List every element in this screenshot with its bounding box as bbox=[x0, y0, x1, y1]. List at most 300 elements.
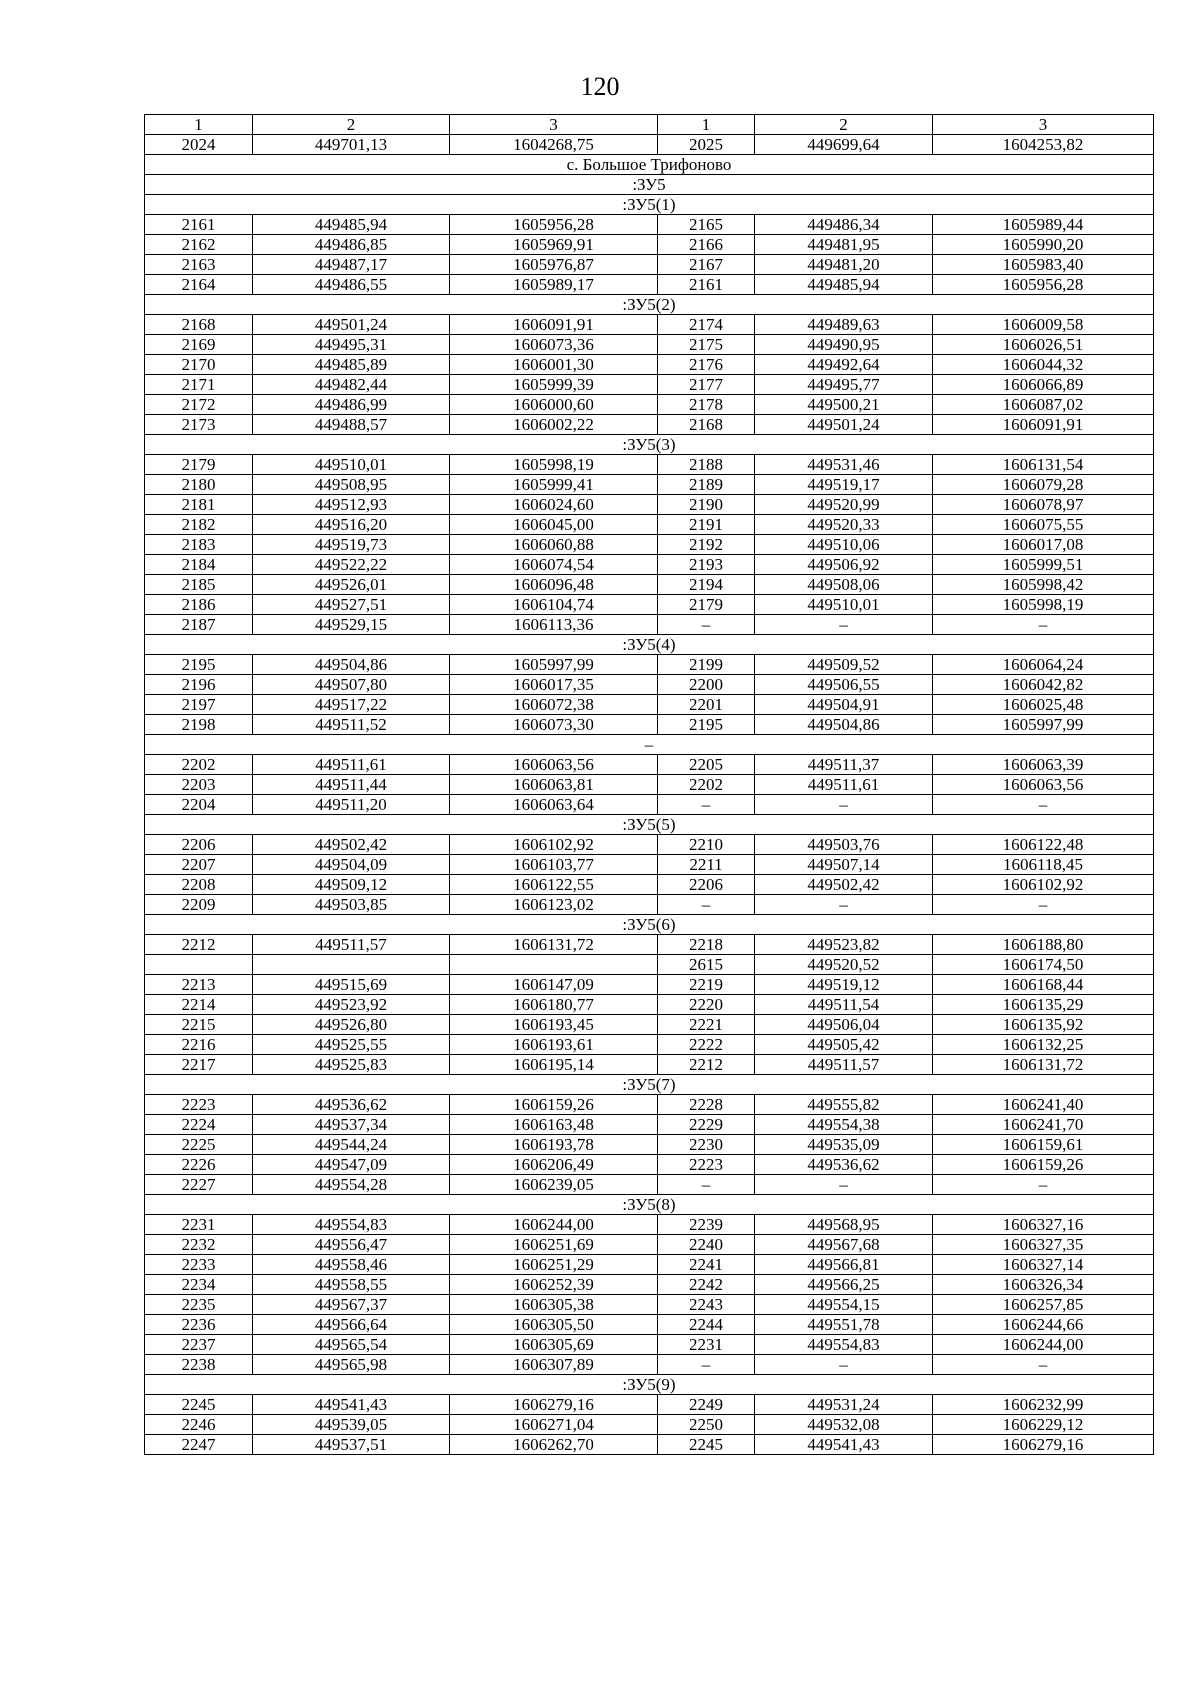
section-row bbox=[145, 175, 1154, 195]
table-cell: 449525,55 bbox=[253, 1035, 450, 1055]
table-cell: 2162 bbox=[145, 235, 253, 255]
table-cell: 449486,99 bbox=[253, 395, 450, 415]
section-title: :ЗУ5 bbox=[145, 175, 1154, 195]
table-cell: 1606026,51 bbox=[933, 335, 1154, 355]
table-cell: 1606075,55 bbox=[933, 515, 1154, 535]
table-cell: 2175 bbox=[658, 335, 755, 355]
table-cell: 1606073,36 bbox=[450, 335, 658, 355]
table-cell: 449523,82 bbox=[755, 935, 933, 955]
table-cell: 449541,43 bbox=[253, 1395, 450, 1415]
table-cell: 449486,55 bbox=[253, 275, 450, 295]
table-cell: 449556,47 bbox=[253, 1235, 450, 1255]
table-row bbox=[145, 1315, 1154, 1335]
table-cell: 449510,01 bbox=[755, 595, 933, 615]
table-cell: – bbox=[755, 615, 933, 635]
table-cell: 1606001,30 bbox=[450, 355, 658, 375]
table-cell: 449506,04 bbox=[755, 1015, 933, 1035]
table-cell: 449566,64 bbox=[253, 1315, 450, 1335]
table-cell: 449503,76 bbox=[755, 835, 933, 855]
table-row bbox=[145, 315, 1154, 335]
table-cell: 2222 bbox=[658, 1035, 755, 1055]
table-cell: 2161 bbox=[145, 215, 253, 235]
table-cell: 2220 bbox=[658, 995, 755, 1015]
table-cell: 449511,37 bbox=[755, 755, 933, 775]
table-row bbox=[145, 475, 1154, 495]
table-row bbox=[145, 1435, 1154, 1455]
table-row bbox=[145, 1175, 1154, 1195]
table-cell: 449554,83 bbox=[253, 1215, 450, 1235]
table-cell: 449519,73 bbox=[253, 535, 450, 555]
table-cell: 449541,43 bbox=[755, 1435, 933, 1455]
table-cell: 449567,37 bbox=[253, 1295, 450, 1315]
table-cell: 2223 bbox=[658, 1155, 755, 1175]
table-cell: 1605998,42 bbox=[933, 575, 1154, 595]
table-cell: 2196 bbox=[145, 675, 253, 695]
table-row bbox=[145, 335, 1154, 355]
table-cell: 449501,24 bbox=[755, 415, 933, 435]
table-row bbox=[145, 1295, 1154, 1315]
table-cell: 2173 bbox=[145, 415, 253, 435]
table-row bbox=[145, 835, 1154, 855]
table-cell: 2201 bbox=[658, 695, 755, 715]
table-cell: 2189 bbox=[658, 475, 755, 495]
table-cell: 1606000,60 bbox=[450, 395, 658, 415]
table-cell: 2231 bbox=[145, 1215, 253, 1235]
table-cell: 1605997,99 bbox=[933, 715, 1154, 735]
table-cell: 1604268,75 bbox=[450, 135, 658, 155]
table-row bbox=[145, 375, 1154, 395]
table-cell: 449489,63 bbox=[755, 315, 933, 335]
table-cell: 1605969,91 bbox=[450, 235, 658, 255]
table-cell: 1606060,88 bbox=[450, 535, 658, 555]
table-row bbox=[145, 535, 1154, 555]
table-cell: 449511,44 bbox=[253, 775, 450, 795]
table-cell: 1606066,89 bbox=[933, 375, 1154, 395]
table-cell: 1606305,69 bbox=[450, 1335, 658, 1355]
table-cell: 1606193,78 bbox=[450, 1135, 658, 1155]
table-row bbox=[145, 1135, 1154, 1155]
table-cell: 449529,15 bbox=[253, 615, 450, 635]
section-title: :ЗУ5(9) bbox=[145, 1375, 1154, 1395]
table-cell: 1606017,35 bbox=[450, 675, 658, 695]
table-cell: 2209 bbox=[145, 895, 253, 915]
table-cell: 2245 bbox=[658, 1435, 755, 1455]
table-cell: 449554,28 bbox=[253, 1175, 450, 1195]
table-cell: 449566,81 bbox=[755, 1255, 933, 1275]
table-cell: 449508,06 bbox=[755, 575, 933, 595]
table-cell: 449565,98 bbox=[253, 1355, 450, 1375]
table-cell: 449526,01 bbox=[253, 575, 450, 595]
section-title: :ЗУ5(6) bbox=[145, 915, 1154, 935]
table-cell: 2223 bbox=[145, 1095, 253, 1115]
table-cell: 2615 bbox=[658, 955, 755, 975]
table-cell: 2231 bbox=[658, 1335, 755, 1355]
table-cell: 449486,34 bbox=[755, 215, 933, 235]
table-cell: 449520,99 bbox=[755, 495, 933, 515]
table-cell: 2202 bbox=[145, 755, 253, 775]
table-cell: 2167 bbox=[658, 255, 755, 275]
table-cell: 449532,08 bbox=[755, 1415, 933, 1435]
header-cell: 3 bbox=[450, 115, 658, 135]
table-row bbox=[145, 515, 1154, 535]
table-cell: 2219 bbox=[658, 975, 755, 995]
section-title: :ЗУ5(4) bbox=[145, 635, 1154, 655]
table-cell: 449500,21 bbox=[755, 395, 933, 415]
table-cell: 449502,42 bbox=[253, 835, 450, 855]
table-cell: 2174 bbox=[658, 315, 755, 335]
table-cell: 1606024,60 bbox=[450, 495, 658, 515]
table-row bbox=[145, 615, 1154, 635]
table-cell: 1606118,45 bbox=[933, 855, 1154, 875]
table-cell: 1606188,80 bbox=[933, 935, 1154, 955]
table-cell: 449506,92 bbox=[755, 555, 933, 575]
table-cell: 1606072,38 bbox=[450, 695, 658, 715]
table-cell: 449507,14 bbox=[755, 855, 933, 875]
table-row bbox=[145, 1015, 1154, 1035]
table-cell: 1606262,70 bbox=[450, 1435, 658, 1455]
table-cell: 1606123,02 bbox=[450, 895, 658, 915]
table-row bbox=[145, 675, 1154, 695]
table-cell: 1606103,77 bbox=[450, 855, 658, 875]
table-cell: 2229 bbox=[658, 1115, 755, 1135]
table-cell: 1606206,49 bbox=[450, 1155, 658, 1175]
table-cell bbox=[450, 955, 658, 975]
table-row bbox=[145, 275, 1154, 295]
table-cell: 1606251,69 bbox=[450, 1235, 658, 1255]
table-cell: 1606102,92 bbox=[450, 835, 658, 855]
table-cell: 1606042,82 bbox=[933, 675, 1154, 695]
table-cell: 1606104,74 bbox=[450, 595, 658, 615]
table-cell: 1606063,64 bbox=[450, 795, 658, 815]
table-row bbox=[145, 875, 1154, 895]
table-cell: 449555,82 bbox=[755, 1095, 933, 1115]
table-cell: 2187 bbox=[145, 615, 253, 635]
table-cell: 2245 bbox=[145, 1395, 253, 1415]
table-cell: 449510,01 bbox=[253, 455, 450, 475]
table-cell: 1606326,34 bbox=[933, 1275, 1154, 1295]
table-cell: 449523,92 bbox=[253, 995, 450, 1015]
table-cell: 449512,93 bbox=[253, 495, 450, 515]
table-cell: 449482,44 bbox=[253, 375, 450, 395]
table-cell: 1605989,17 bbox=[450, 275, 658, 295]
table-cell: 2190 bbox=[658, 495, 755, 515]
table-cell: 2179 bbox=[145, 455, 253, 475]
table-cell: 449520,52 bbox=[755, 955, 933, 975]
table-cell: 2166 bbox=[658, 235, 755, 255]
table-cell: 2226 bbox=[145, 1155, 253, 1175]
table-cell: 1606091,91 bbox=[933, 415, 1154, 435]
table-row bbox=[145, 495, 1154, 515]
table-cell: – bbox=[755, 1355, 933, 1375]
table-cell: 449567,68 bbox=[755, 1235, 933, 1255]
table-cell: 1606113,36 bbox=[450, 615, 658, 635]
table-cell: 449531,24 bbox=[755, 1395, 933, 1415]
table-cell: 2212 bbox=[658, 1055, 755, 1075]
table-cell: 1606096,48 bbox=[450, 575, 658, 595]
table-cell: 1606102,92 bbox=[933, 875, 1154, 895]
table-cell: 1606132,25 bbox=[933, 1035, 1154, 1055]
table-cell: 2181 bbox=[145, 495, 253, 515]
table-row bbox=[145, 355, 1154, 375]
table-cell: 2183 bbox=[145, 535, 253, 555]
table-cell: 1606063,56 bbox=[933, 775, 1154, 795]
table-cell: 2163 bbox=[145, 255, 253, 275]
table-cell: 2179 bbox=[658, 595, 755, 615]
table-row bbox=[145, 1055, 1154, 1075]
table-row bbox=[145, 975, 1154, 995]
table-row bbox=[145, 1415, 1154, 1435]
table-cell: 1606180,77 bbox=[450, 995, 658, 1015]
table-cell: 449492,64 bbox=[755, 355, 933, 375]
table-cell: 1606135,92 bbox=[933, 1015, 1154, 1035]
section-title: :ЗУ5(1) bbox=[145, 195, 1154, 215]
table-cell: 449511,20 bbox=[253, 795, 450, 815]
table-cell: 2233 bbox=[145, 1255, 253, 1275]
table-cell: 1605956,28 bbox=[450, 215, 658, 235]
table-cell: 449501,24 bbox=[253, 315, 450, 335]
table-cell: 1605956,28 bbox=[933, 275, 1154, 295]
table-cell: 449504,91 bbox=[755, 695, 933, 715]
section-title: – bbox=[145, 735, 1154, 755]
section-title: :ЗУ5(3) bbox=[145, 435, 1154, 455]
table-cell: 449503,85 bbox=[253, 895, 450, 915]
table-cell: 2168 bbox=[658, 415, 755, 435]
table-cell: 1606091,91 bbox=[450, 315, 658, 335]
table-cell: 1606244,00 bbox=[450, 1215, 658, 1235]
table-cell: 1606174,50 bbox=[933, 955, 1154, 975]
table-row bbox=[145, 255, 1154, 275]
table-cell: 449568,95 bbox=[755, 1215, 933, 1235]
table-cell: 449502,42 bbox=[755, 875, 933, 895]
table-cell: – bbox=[933, 1355, 1154, 1375]
table-cell: 2206 bbox=[145, 835, 253, 855]
table-cell: 449516,20 bbox=[253, 515, 450, 535]
table-cell: 1606193,61 bbox=[450, 1035, 658, 1055]
table-cell: – bbox=[933, 1175, 1154, 1195]
table-cell: 449485,94 bbox=[755, 275, 933, 295]
table-cell: 2025 bbox=[658, 135, 755, 155]
table-cell: 2244 bbox=[658, 1315, 755, 1335]
table-row bbox=[145, 1395, 1154, 1415]
table-cell: 1606017,08 bbox=[933, 535, 1154, 555]
table-row bbox=[145, 1335, 1154, 1355]
table-row bbox=[145, 935, 1154, 955]
table-cell: 449488,57 bbox=[253, 415, 450, 435]
page-number: 120 bbox=[580, 72, 620, 101]
table-cell: 2176 bbox=[658, 355, 755, 375]
table-cell: 1606025,48 bbox=[933, 695, 1154, 715]
table-cell: 1606159,61 bbox=[933, 1135, 1154, 1155]
table-cell: 1606063,56 bbox=[450, 755, 658, 775]
table-cell: 1606073,30 bbox=[450, 715, 658, 735]
table-cell: 1606279,16 bbox=[933, 1435, 1154, 1455]
table-cell: 449510,06 bbox=[755, 535, 933, 555]
table-cell: 449520,33 bbox=[755, 515, 933, 535]
table-cell: 2246 bbox=[145, 1415, 253, 1435]
table-cell: 2232 bbox=[145, 1235, 253, 1255]
table-cell: 2182 bbox=[145, 515, 253, 535]
table-cell: 2177 bbox=[658, 375, 755, 395]
table-cell: 2211 bbox=[658, 855, 755, 875]
table-cell: 1606244,66 bbox=[933, 1315, 1154, 1335]
table-cell: 1606063,39 bbox=[933, 755, 1154, 775]
table-cell: 1606078,97 bbox=[933, 495, 1154, 515]
table-row bbox=[145, 135, 1154, 155]
table-cell: 1606063,81 bbox=[450, 775, 658, 795]
table-cell: 1605989,44 bbox=[933, 215, 1154, 235]
table-cell: 449509,52 bbox=[755, 655, 933, 675]
table-cell: 2203 bbox=[145, 775, 253, 795]
table-cell: 2214 bbox=[145, 995, 253, 1015]
table-cell: 1606131,54 bbox=[933, 455, 1154, 475]
table-cell: 2227 bbox=[145, 1175, 253, 1195]
header-cell: 2 bbox=[755, 115, 933, 135]
table-row bbox=[145, 655, 1154, 675]
table-cell: 1606327,35 bbox=[933, 1235, 1154, 1255]
table-cell: 449517,22 bbox=[253, 695, 450, 715]
table-cell: – bbox=[755, 1175, 933, 1195]
table-cell: – bbox=[658, 1175, 755, 1195]
table-cell: 449508,95 bbox=[253, 475, 450, 495]
section-row bbox=[145, 1375, 1154, 1395]
table-cell: 2202 bbox=[658, 775, 755, 795]
table-row bbox=[145, 395, 1154, 415]
table-cell: 2168 bbox=[145, 315, 253, 335]
table-cell bbox=[145, 955, 253, 975]
table-cell: 2241 bbox=[658, 1255, 755, 1275]
table-cell: 1605999,39 bbox=[450, 375, 658, 395]
table-row bbox=[145, 795, 1154, 815]
table-cell: 1606168,44 bbox=[933, 975, 1154, 995]
table-cell: – bbox=[658, 895, 755, 915]
header-cell: 3 bbox=[933, 115, 1154, 135]
table-cell: 2193 bbox=[658, 555, 755, 575]
table-cell: 2243 bbox=[658, 1295, 755, 1315]
table-cell: 449537,34 bbox=[253, 1115, 450, 1135]
table-cell: 1606307,89 bbox=[450, 1355, 658, 1375]
table-row bbox=[145, 1155, 1154, 1175]
table-cell: 449701,13 bbox=[253, 135, 450, 155]
table-cell: 449537,51 bbox=[253, 1435, 450, 1455]
table-cell: 1604253,82 bbox=[933, 135, 1154, 155]
header-cell: 1 bbox=[658, 115, 755, 135]
table-cell: 449536,62 bbox=[755, 1155, 933, 1175]
table-cell: 449566,25 bbox=[755, 1275, 933, 1295]
table-cell: 1606131,72 bbox=[933, 1055, 1154, 1075]
table-cell: 449511,52 bbox=[253, 715, 450, 735]
table-row bbox=[145, 215, 1154, 235]
table-row bbox=[145, 1355, 1154, 1375]
table-row bbox=[145, 235, 1154, 255]
table-cell: 1606271,04 bbox=[450, 1415, 658, 1435]
table-cell: 449511,57 bbox=[253, 935, 450, 955]
table-cell: 1606327,16 bbox=[933, 1215, 1154, 1235]
table-cell: 449535,09 bbox=[755, 1135, 933, 1155]
table-cell bbox=[253, 955, 450, 975]
table-cell: 449554,83 bbox=[755, 1335, 933, 1355]
table-cell: 1606195,14 bbox=[450, 1055, 658, 1075]
table-cell: 1605976,87 bbox=[450, 255, 658, 275]
table-cell: 1606257,85 bbox=[933, 1295, 1154, 1315]
table-cell: 2247 bbox=[145, 1435, 253, 1455]
table-cell: 449509,12 bbox=[253, 875, 450, 895]
table-cell: 2230 bbox=[658, 1135, 755, 1155]
table-cell: 1606229,12 bbox=[933, 1415, 1154, 1435]
table-row bbox=[145, 1255, 1154, 1275]
table-cell: 449554,38 bbox=[755, 1115, 933, 1135]
table-cell: – bbox=[755, 895, 933, 915]
table-cell: 2225 bbox=[145, 1135, 253, 1155]
table-cell: 1606002,22 bbox=[450, 415, 658, 435]
table-cell: 449511,61 bbox=[755, 775, 933, 795]
table-cell: 1606241,70 bbox=[933, 1115, 1154, 1135]
table-cell: 1606122,55 bbox=[450, 875, 658, 895]
table-cell: – bbox=[755, 795, 933, 815]
table-cell: 2171 bbox=[145, 375, 253, 395]
table-cell: 1606159,26 bbox=[933, 1155, 1154, 1175]
table-cell: 2186 bbox=[145, 595, 253, 615]
table-cell: 2170 bbox=[145, 355, 253, 375]
section-title: :ЗУ5(7) bbox=[145, 1075, 1154, 1095]
table-cell: 2249 bbox=[658, 1395, 755, 1415]
table-cell: 2161 bbox=[658, 275, 755, 295]
table-cell: 1605999,51 bbox=[933, 555, 1154, 575]
table-cell: 1606252,39 bbox=[450, 1275, 658, 1295]
table-cell: 2237 bbox=[145, 1335, 253, 1355]
table-cell: 449490,95 bbox=[755, 335, 933, 355]
table-cell: 2185 bbox=[145, 575, 253, 595]
table-cell: 449481,95 bbox=[755, 235, 933, 255]
table-cell: 2207 bbox=[145, 855, 253, 875]
table-cell: 449511,57 bbox=[755, 1055, 933, 1075]
table-cell: 449511,54 bbox=[755, 995, 933, 1015]
table-row bbox=[145, 595, 1154, 615]
table-cell: 449558,46 bbox=[253, 1255, 450, 1275]
table-cell: 449504,09 bbox=[253, 855, 450, 875]
table-cell: 1606131,72 bbox=[450, 935, 658, 955]
table-cell: 449565,54 bbox=[253, 1335, 450, 1355]
table-cell: 1605997,99 bbox=[450, 655, 658, 675]
table-row bbox=[145, 1275, 1154, 1295]
section-title: с. Большое Трифоново bbox=[145, 155, 1154, 175]
table-cell: 2165 bbox=[658, 215, 755, 235]
table-cell: 1606079,28 bbox=[933, 475, 1154, 495]
section-row bbox=[145, 815, 1154, 835]
table-cell: 449507,80 bbox=[253, 675, 450, 695]
table-cell: 1606009,58 bbox=[933, 315, 1154, 335]
section-row bbox=[145, 195, 1154, 215]
section-row bbox=[145, 1075, 1154, 1095]
table-cell: 2169 bbox=[145, 335, 253, 355]
table-cell: – bbox=[658, 795, 755, 815]
section-row bbox=[145, 295, 1154, 315]
table-row bbox=[145, 575, 1154, 595]
table-cell: 2197 bbox=[145, 695, 253, 715]
table-cell: 449505,42 bbox=[755, 1035, 933, 1055]
table-cell: 1606159,26 bbox=[450, 1095, 658, 1115]
table-cell: 449486,85 bbox=[253, 235, 450, 255]
table-row bbox=[145, 715, 1154, 735]
table-row bbox=[145, 455, 1154, 475]
table-cell: 1606074,54 bbox=[450, 555, 658, 575]
table-cell: 1605998,19 bbox=[933, 595, 1154, 615]
table-cell: 1606163,48 bbox=[450, 1115, 658, 1135]
table-cell: 2234 bbox=[145, 1275, 253, 1295]
table-cell: 1605999,41 bbox=[450, 475, 658, 495]
section-title: :ЗУ5(8) bbox=[145, 1195, 1154, 1215]
table-cell: 449551,78 bbox=[755, 1315, 933, 1335]
table-cell: 1605983,40 bbox=[933, 255, 1154, 275]
